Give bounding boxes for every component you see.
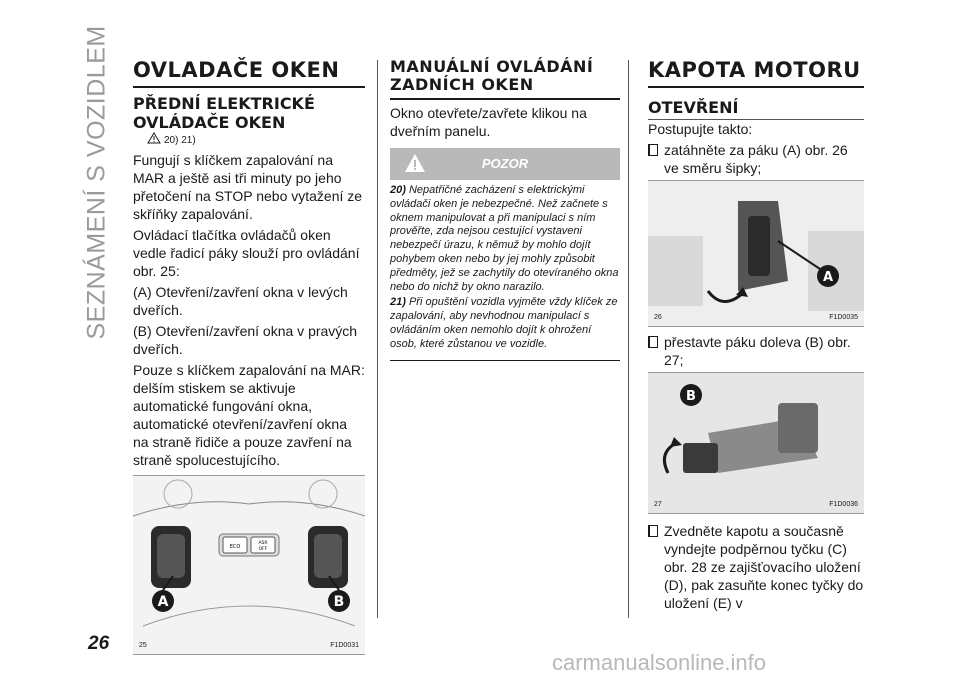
caution-banner <box>390 148 620 180</box>
figure-caption <box>648 501 864 508</box>
callout-b: B <box>686 389 696 404</box>
callout-b: B <box>333 594 345 610</box>
paragraph: Pouze s klíčkem zapalování na MAR: delším stiskem se aktivuje automatické fungování okna, automatické otevření/zavření okna na straně řidiče a pouze zavření na straně spolucestujícího. <box>133 362 365 468</box>
subsection-title-front-windows: PŘEDNÍ ELEKTRICKÉ OVLÁDAČE OKEN <box>133 94 315 132</box>
latch-illustration <box>648 373 864 513</box>
paragraph: Ovládací tlačítka ovládačů oken vedle řadicí páky slouží pro ovládání obr. 25: <box>133 227 360 279</box>
step-item: Zvedněte kapotu a současně vyndejte podpěrnou tyčku (C) obr. 28 ze zajišťovacího uložení (D), pak zasuňte konec tyčky do uložení (E) v <box>648 522 864 612</box>
figure-number: 25 <box>139 642 147 649</box>
side-section-title: SEZNÁMENÍ S VOZIDLEM <box>82 25 111 340</box>
note-text: Nepatřičné zacházení s elektrickými ovládači oken je nebezpečné. Než začnete s oknem manipulovat a při manipulaci s ním prověřte, zda nejsou cestující vystaveni nebezpečí úrazu, k němuž by mohlo dojít pohybem oken nebo by jej mohly způsobit předměty, jež se zachytily do otevíraného okna nebo do nichž by okno narazilo. <box>390 184 619 293</box>
checkbox-bullet-icon <box>648 144 658 156</box>
asr-button-label: ASR <box>258 541 268 546</box>
note-number: 21) <box>390 296 406 309</box>
paragraph: Fungují s klíčkem zapalování na MAR a ještě asi tři minuty po jeho přetočení na STOP nebo vytažení ze skříňky zapalování. <box>133 152 363 222</box>
callout-a: A <box>157 594 169 610</box>
warning-references <box>151 135 365 149</box>
note-number: 20) <box>390 184 406 196</box>
column-bonnet <box>648 58 864 614</box>
figure-caption <box>133 642 365 649</box>
step-item: zatáhněte za páku (A) obr. 26 ve směru šipky; <box>648 141 864 177</box>
caution-label: POZOR <box>481 156 529 171</box>
column-rear-windows <box>390 58 620 361</box>
subsection-title-opening: OTEVŘENÍ <box>648 98 739 117</box>
figure-25-window-switches <box>133 475 365 655</box>
console-illustration <box>133 476 365 654</box>
eco-button-label: ECO <box>229 544 241 550</box>
caution-notes <box>390 180 620 361</box>
figure-27-bonnet-latch <box>648 372 864 514</box>
figure-number: 26 <box>654 314 662 321</box>
paragraph: (A) Otevření/zavření okna v levých dveřích. <box>133 284 348 318</box>
section-title-bonnet: KAPOTA MOTORU <box>648 58 864 88</box>
column-divider <box>377 60 378 618</box>
page-number: 26 <box>88 633 110 654</box>
figure-caption <box>648 314 864 321</box>
note-21 <box>390 296 620 351</box>
checkbox-bullet-icon <box>648 336 658 348</box>
note-text: Při opuštění vozidla vyjměte vždy klíček ze zapalování, aby nevhodnou manipulací s ovládáním oken nemohlo dojít k ohrožení osob, které zůstanou ve vozidle. <box>390 296 618 350</box>
step-item: přestavte páku doleva (B) obr. 27; <box>648 333 864 369</box>
watermark: carmanualsonline.info <box>552 650 767 675</box>
figure-code: F1D0036 <box>829 501 858 508</box>
warning-triangle-icon <box>147 132 161 144</box>
column-divider <box>628 60 629 618</box>
warning-ref-numbers: 20) 21) <box>164 135 196 146</box>
column-window-controls <box>133 58 365 649</box>
figure-26-bonnet-lever <box>648 180 864 327</box>
figure-code: F1D0035 <box>829 314 858 321</box>
callout-a: A <box>822 270 834 285</box>
note-20 <box>390 184 620 294</box>
checkbox-bullet-icon <box>648 525 658 537</box>
paragraph: (B) Otevření/zavření okna v pravých dveřích. <box>133 323 358 357</box>
paragraph: Okno otevřete/zavřete klikou na dveřním panelu. <box>390 105 587 139</box>
lever-illustration <box>648 181 864 326</box>
section-title-rear-windows: MANUÁLNÍ OVLÁDÁNÍ ZADNÍCH OKEN <box>390 58 620 100</box>
section-title-window-controls: OVLADAČE OKEN <box>133 58 365 88</box>
figure-number: 27 <box>654 501 662 508</box>
paragraph: Postupujte takto: <box>648 121 753 137</box>
figure-code: F1D0031 <box>330 642 359 649</box>
asr-off-button-label: OFF <box>258 547 268 552</box>
